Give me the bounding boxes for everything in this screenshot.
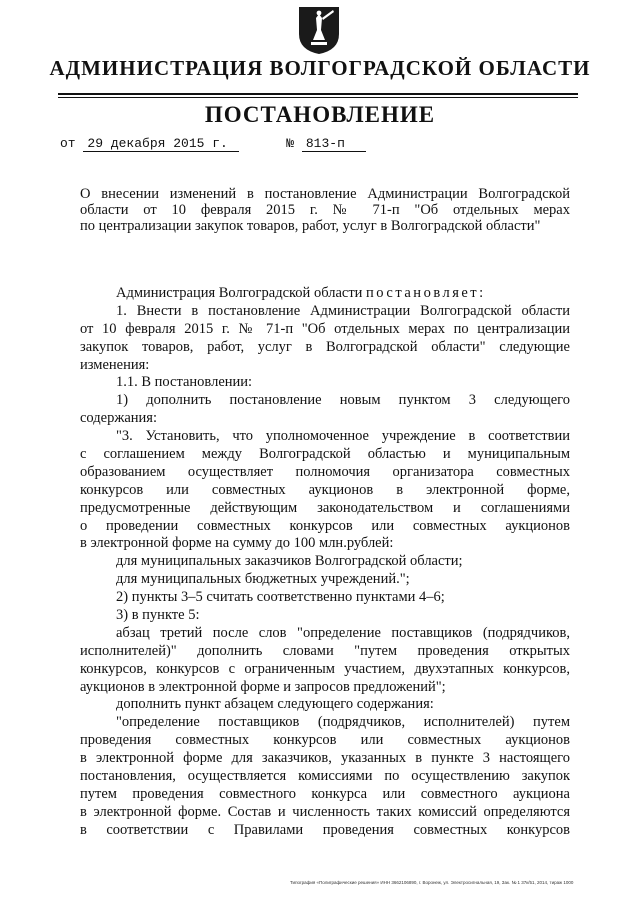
body-line: в электронной форме. Состав и численность таких комиссий определяются bbox=[80, 803, 570, 820]
body-line: в соответствии с Правилами проведения совместных конкурсов bbox=[80, 821, 570, 838]
body-line: конкурсов, конкурсов с ограниченным участием, двухэтапных конкурсов, bbox=[80, 660, 570, 677]
number-prefix: № bbox=[286, 136, 295, 151]
body-line: образованием осуществляет полномочия организатора совместных bbox=[80, 463, 570, 480]
body-intro-subject: Администрация Волгоградской области bbox=[116, 285, 363, 301]
body-line: 1) дополнить постановление новым пунктом 3 следующего bbox=[116, 392, 570, 409]
body-line: в электронной форме для заказчиков, указанных в пункте 3 настоящего bbox=[80, 750, 570, 767]
body-line: от 10 февраля 2015 г. № 71-п "Об отдельных мерах по централизации bbox=[80, 320, 570, 337]
body-line: содержания: bbox=[80, 410, 158, 427]
body-intro bbox=[80, 285, 570, 303]
body-line: изменения: bbox=[80, 356, 150, 373]
body-line: постановления, осуществляется комиссиями по осуществлению закупок bbox=[80, 768, 570, 785]
header-rule-thin bbox=[58, 97, 578, 98]
date-number-line bbox=[60, 136, 366, 152]
header-rule-thick bbox=[58, 93, 578, 95]
body-line: абзац третий после слов "определение поставщиков (подрядчиков, bbox=[116, 624, 570, 641]
document-type-title: ПОСТАНОВЛЕНИЕ bbox=[204, 102, 436, 127]
document-date: 29 декабря 2015 г. bbox=[83, 136, 239, 152]
body-line: для муниципальных бюджетных учреждений."; bbox=[116, 571, 410, 588]
body-line: с соглашением между Волгоградской областью и муниципальным bbox=[80, 446, 570, 463]
body-line: о проведении совместных конкурсов или совместных аукционов bbox=[80, 517, 570, 534]
body-line: в электронной форме на сумму до 100 млн.рублей: bbox=[80, 535, 394, 552]
body-line: проведения совместных конкурсов или совместных аукционов bbox=[80, 732, 570, 749]
body-line: 2) пункты 3–5 считать соответственно пунктами 4–6; bbox=[116, 589, 445, 606]
body-line: "3. Установить, что уполномоченное учреждение в соответствии bbox=[116, 428, 570, 445]
document-subject bbox=[80, 186, 570, 234]
subject-line: по централизации закупок товаров, работ, услуг в Волгоградской области" bbox=[80, 218, 541, 234]
printer-imprint: Типография «Полиграфические решения» ИНН 3662106890, г. Воронеж, ул. Электросигнальная, 19, Зак. № 1 37к/51, 2014, тираж 1000 bbox=[290, 880, 574, 885]
body-line: закупок товаров, работ, услуг в Волгоградской области" следующие bbox=[80, 338, 570, 355]
subject-line: области от 10 февраля 2015 г. № 71-п "Об отдельных мерах bbox=[80, 202, 570, 218]
body-line: аукционов в электронной форме и запросов предложений"; bbox=[80, 678, 446, 695]
body-line: 3) в пункте 5: bbox=[116, 607, 200, 624]
body-line: для муниципальных заказчиков Волгоградской области; bbox=[116, 553, 463, 570]
document-body bbox=[80, 285, 570, 840]
document-number: 813-п bbox=[302, 136, 366, 152]
body-line: конкурсов или совместных аукционов в электронной форме, bbox=[80, 481, 570, 498]
body-intro-verb: постановляет: bbox=[366, 285, 486, 301]
organization-title: АДМИНИСТРАЦИЯ ВОЛГОГРАДСКОЙ ОБЛАСТИ bbox=[49, 56, 591, 80]
date-prefix: от bbox=[60, 136, 76, 151]
coat-of-arms-emblem bbox=[296, 4, 342, 56]
body-line: "определение поставщиков (подрядчиков, исполнителей) путем bbox=[116, 714, 570, 731]
body-line: исполнителей)" дополнить словами "путем проведения открытых bbox=[80, 642, 570, 659]
body-line: предусмотренные действующим законодательством и соглашениями bbox=[80, 499, 570, 516]
body-line: дополнить пункт абзацем следующего содержания: bbox=[116, 696, 434, 713]
subject-line: О внесении изменений в постановление Администрации Волгоградской bbox=[80, 186, 570, 202]
body-line: 1.1. В постановлении: bbox=[116, 374, 253, 391]
body-line: путем проведения совместного конкурса или совместного аукциона bbox=[80, 785, 570, 802]
body-line: 1. Внести в постановление Администрации Волгоградской области bbox=[116, 302, 570, 319]
